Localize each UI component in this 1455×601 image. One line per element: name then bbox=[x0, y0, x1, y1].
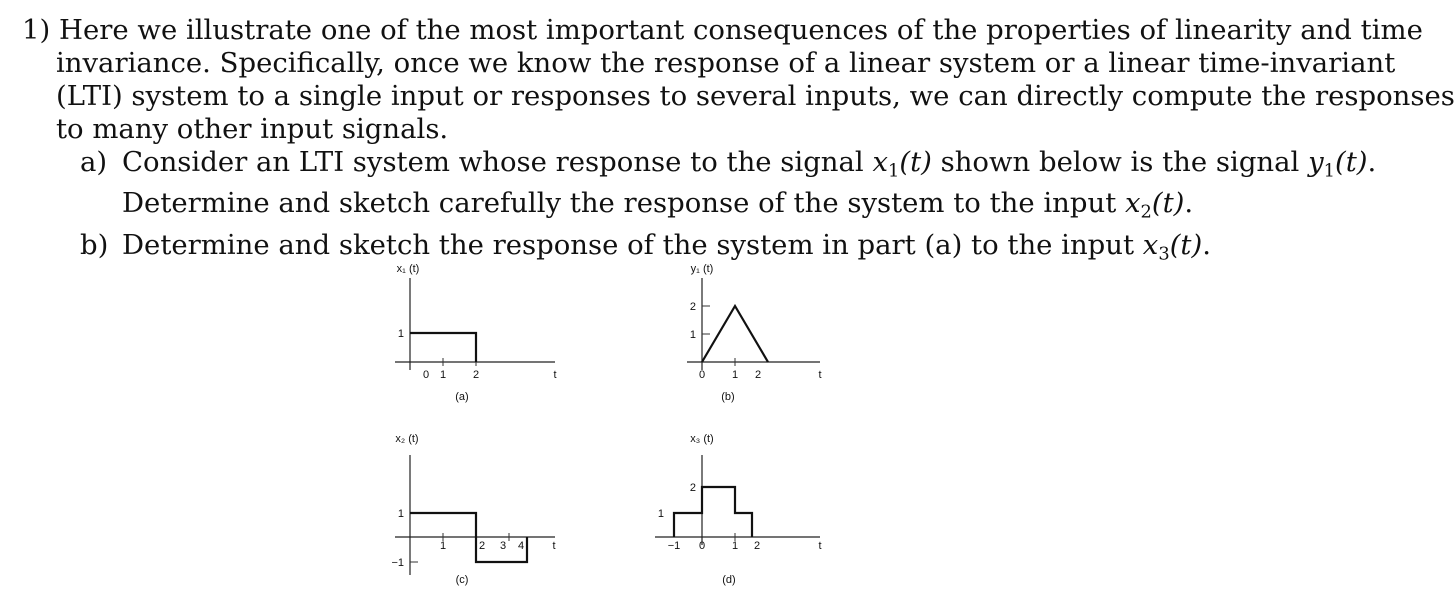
intro-line-2: invariance. Specifically, once we know the response of a linear system or a linear time-invariant bbox=[56, 47, 1396, 79]
x-tick-label: 2 bbox=[754, 369, 762, 381]
x-tick-label: −1 bbox=[667, 540, 681, 552]
figure-a bbox=[395, 263, 557, 403]
intro-line-1: 1) Here we illustrate one of the most important consequences of the properties of linearity and time bbox=[22, 14, 1423, 46]
part-a-line-1: a) Consider an LTI system whose response to the signal x1(t) shown below is the signal y1(t). bbox=[80, 146, 1377, 182]
x-tick-label: 2 bbox=[472, 369, 480, 381]
x-axis-label: t bbox=[552, 540, 556, 552]
math-y1: y1(t) bbox=[1308, 146, 1368, 182]
signal-x3 bbox=[674, 487, 752, 537]
figure-caption: (d) bbox=[722, 574, 736, 586]
figure-caption: (c) bbox=[455, 574, 469, 586]
x-tick-label: 1 bbox=[731, 540, 739, 552]
y-axis-label: y₁ (t) bbox=[690, 263, 714, 275]
x-tick-label: 1 bbox=[731, 369, 739, 381]
intro-line-3: (LTI) system to a single input or responses to several inputs, we can directly compute the responses bbox=[56, 80, 1455, 112]
x-tick-label: 3 bbox=[499, 540, 507, 552]
y-tick-label: 2 bbox=[689, 301, 696, 313]
figure-c bbox=[391, 433, 555, 586]
y-axis-label: x₂ (t) bbox=[395, 433, 419, 445]
part-a-label: a) bbox=[80, 146, 108, 178]
x-tick-label: 1 bbox=[439, 369, 447, 381]
figure-caption: (b) bbox=[721, 391, 735, 403]
signal-y1 bbox=[702, 306, 768, 362]
figure-caption: (a) bbox=[455, 391, 469, 403]
y-tick-label: 1 bbox=[689, 329, 696, 341]
x-axis-label: t bbox=[818, 369, 822, 381]
y-tick-label: 1 bbox=[657, 508, 664, 520]
x-tick-label: 0 bbox=[698, 540, 706, 552]
y-tick-label: −1 bbox=[391, 557, 404, 569]
part-b-line: b) Determine and sketch the response of the system in part (a) to the input x3(t). bbox=[80, 228, 1211, 265]
y-tick-label: 1 bbox=[397, 328, 404, 340]
x-tick-label: 2 bbox=[753, 540, 761, 552]
part-b-label: b) bbox=[80, 228, 109, 261]
x-axis-label: t bbox=[553, 369, 557, 381]
intro-line-4: to many other input signals. bbox=[56, 113, 449, 145]
y-axis-label: x₁ (t) bbox=[396, 263, 420, 275]
math-x2: x2(t) bbox=[1125, 187, 1185, 223]
figure-d bbox=[655, 433, 822, 586]
x-tick-label: 2 bbox=[478, 540, 486, 552]
problem-number: 1) bbox=[22, 14, 51, 46]
part-a-line-2: Determine and sketch carefully the response of the system to the input x2(t). bbox=[122, 187, 1194, 223]
x-tick-label: 4 bbox=[517, 540, 525, 552]
signal-x1 bbox=[410, 333, 476, 362]
y-tick-label: 1 bbox=[397, 508, 404, 520]
x-axis-label: t bbox=[818, 540, 822, 552]
x-tick-label: 1 bbox=[439, 540, 447, 552]
x-tick-label: 0 bbox=[698, 369, 706, 381]
math-x1: x1(t) bbox=[872, 146, 932, 182]
y-axis-label: x₃ (t) bbox=[690, 433, 714, 445]
y-tick-label: 2 bbox=[689, 482, 696, 494]
x-tick-label: 0 bbox=[422, 369, 430, 381]
math-x3: x3(t) bbox=[1142, 228, 1203, 265]
figure-b bbox=[687, 263, 822, 403]
